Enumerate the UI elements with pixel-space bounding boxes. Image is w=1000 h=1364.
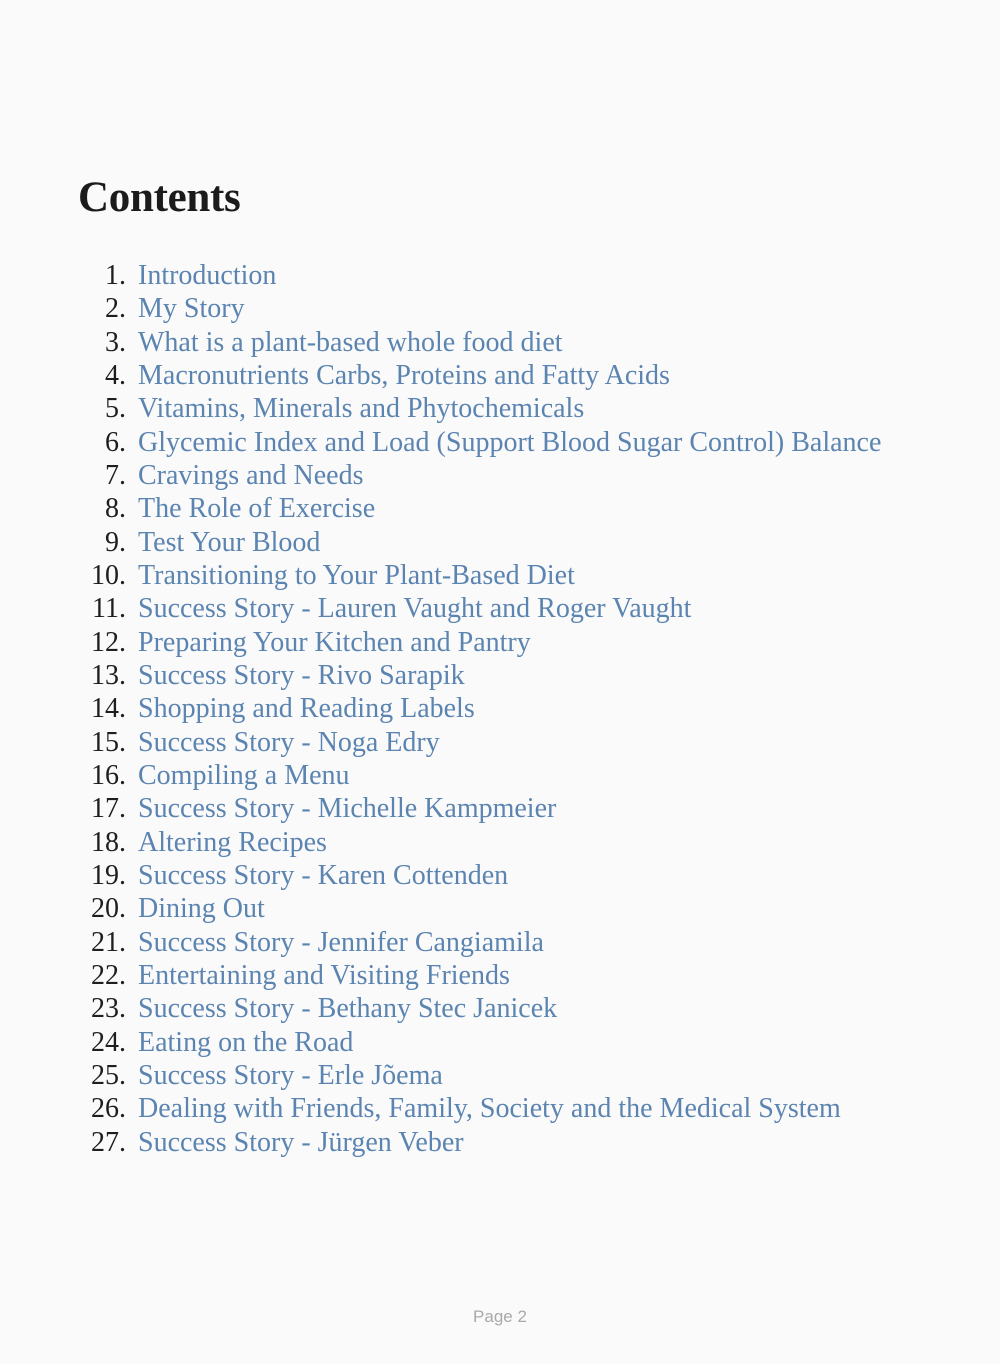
toc-item bbox=[0, 659, 1000, 692]
toc-item-number: 24. bbox=[91, 1026, 126, 1058]
toc-item bbox=[0, 626, 1000, 659]
toc-item-number: 3. bbox=[105, 326, 126, 358]
toc-link[interactable]: The Role of Exercise bbox=[138, 493, 376, 525]
toc-item-number: 27. bbox=[91, 1126, 126, 1158]
toc-link[interactable]: Success Story - Jennifer Cangiamila bbox=[138, 926, 544, 958]
toc-item bbox=[0, 759, 1000, 792]
toc-item-number: 17. bbox=[91, 793, 126, 825]
toc-link[interactable]: Shopping and Reading Labels bbox=[138, 693, 475, 725]
toc-item-number: 6. bbox=[105, 426, 126, 458]
toc-item bbox=[0, 992, 1000, 1025]
toc-link[interactable]: Success Story - Bethany Stec Janicek bbox=[138, 993, 558, 1025]
toc-item-number: 9. bbox=[105, 526, 126, 558]
toc-link[interactable]: Success Story - Karen Cottenden bbox=[138, 859, 509, 891]
toc-link[interactable]: Test Your Blood bbox=[138, 526, 321, 558]
toc-item bbox=[0, 292, 1000, 325]
toc-item bbox=[0, 259, 1000, 292]
toc-item-number: 26. bbox=[91, 1093, 126, 1125]
toc-item bbox=[0, 726, 1000, 759]
toc-link[interactable]: Dealing with Friends, Family, Society and the Medical System bbox=[138, 1093, 841, 1125]
toc-item-number: 10. bbox=[91, 559, 126, 591]
toc-item-number: 11. bbox=[92, 593, 126, 625]
toc-item bbox=[0, 926, 1000, 959]
toc-item-number: 2. bbox=[105, 293, 126, 325]
toc-item bbox=[0, 1059, 1000, 1092]
toc-link[interactable]: What is a plant-based whole food diet bbox=[138, 326, 563, 358]
toc-link[interactable]: Entertaining and Visiting Friends bbox=[138, 959, 510, 991]
toc-link[interactable]: Introduction bbox=[138, 260, 277, 291]
toc-item bbox=[0, 1092, 1000, 1125]
toc-item-number: 13. bbox=[91, 659, 126, 691]
toc-item bbox=[0, 459, 1000, 492]
toc-link[interactable]: Compiling a Menu bbox=[138, 759, 350, 791]
toc-item bbox=[0, 1026, 1000, 1059]
toc-item-number: 23. bbox=[91, 993, 126, 1025]
toc-link[interactable]: Preparing Your Kitchen and Pantry bbox=[138, 626, 531, 658]
page-number: Page 2 bbox=[473, 1307, 527, 1326]
toc-link[interactable]: Dining Out bbox=[138, 893, 265, 925]
toc-link[interactable]: Transitioning to Your Plant-Based Diet bbox=[138, 559, 575, 591]
toc-link[interactable]: Success Story - Jürgen Veber bbox=[138, 1126, 464, 1158]
toc-item bbox=[0, 559, 1000, 592]
toc-link[interactable]: Macronutrients Carbs, Proteins and Fatty Acids bbox=[138, 359, 670, 391]
toc-item-number: 19. bbox=[91, 859, 126, 891]
toc-link[interactable]: Success Story - Rivo Sarapik bbox=[138, 659, 465, 691]
toc-item-number: 18. bbox=[91, 826, 126, 858]
toc-item-number: 15. bbox=[91, 726, 126, 758]
toc-item bbox=[0, 892, 1000, 925]
toc-item-number: 25. bbox=[91, 1059, 126, 1091]
toc-item-number: 7. bbox=[105, 459, 126, 491]
toc-link[interactable]: Altering Recipes bbox=[138, 826, 327, 858]
toc-item bbox=[0, 692, 1000, 725]
toc-link[interactable]: Glycemic Index and Load (Support Blood Sugar Control) Balance bbox=[138, 426, 882, 458]
toc-item bbox=[0, 792, 1000, 825]
toc-item-number: 8. bbox=[105, 493, 126, 525]
toc-item bbox=[0, 959, 1000, 992]
toc-item-number: 21. bbox=[91, 926, 126, 958]
toc-link[interactable]: My Story bbox=[138, 293, 245, 325]
toc-item-number: 14. bbox=[91, 693, 126, 725]
toc-item-number: 16. bbox=[91, 759, 126, 791]
toc-item bbox=[0, 526, 1000, 559]
toc-item bbox=[0, 859, 1000, 892]
toc-item bbox=[0, 392, 1000, 425]
toc-item-number: 5. bbox=[105, 393, 126, 425]
table-of-contents bbox=[0, 259, 1000, 1159]
toc-item bbox=[0, 359, 1000, 392]
toc-item-number: 12. bbox=[91, 626, 126, 658]
toc-item bbox=[0, 826, 1000, 859]
toc-item bbox=[0, 592, 1000, 625]
toc-item-number: 22. bbox=[91, 959, 126, 991]
toc-item-number: 1. bbox=[105, 260, 126, 291]
toc-item-number: 20. bbox=[91, 893, 126, 925]
toc-item bbox=[0, 492, 1000, 525]
toc-link[interactable]: Success Story - Lauren Vaught and Roger Vaught bbox=[138, 593, 692, 625]
toc-item bbox=[0, 1126, 1000, 1159]
toc-item-number: 4. bbox=[105, 359, 126, 391]
toc-item bbox=[0, 326, 1000, 359]
toc-link[interactable]: Cravings and Needs bbox=[138, 459, 364, 491]
toc-link[interactable]: Success Story - Noga Edry bbox=[138, 726, 440, 758]
toc-link[interactable]: Success Story - Michelle Kampmeier bbox=[138, 793, 557, 825]
toc-link[interactable]: Vitamins, Minerals and Phytochemicals bbox=[138, 393, 585, 425]
page-title: Contents bbox=[78, 174, 241, 221]
toc-link[interactable]: Success Story - Erle Jõema bbox=[138, 1059, 443, 1091]
toc-link[interactable]: Eating on the Road bbox=[138, 1026, 354, 1058]
toc-item bbox=[0, 426, 1000, 459]
